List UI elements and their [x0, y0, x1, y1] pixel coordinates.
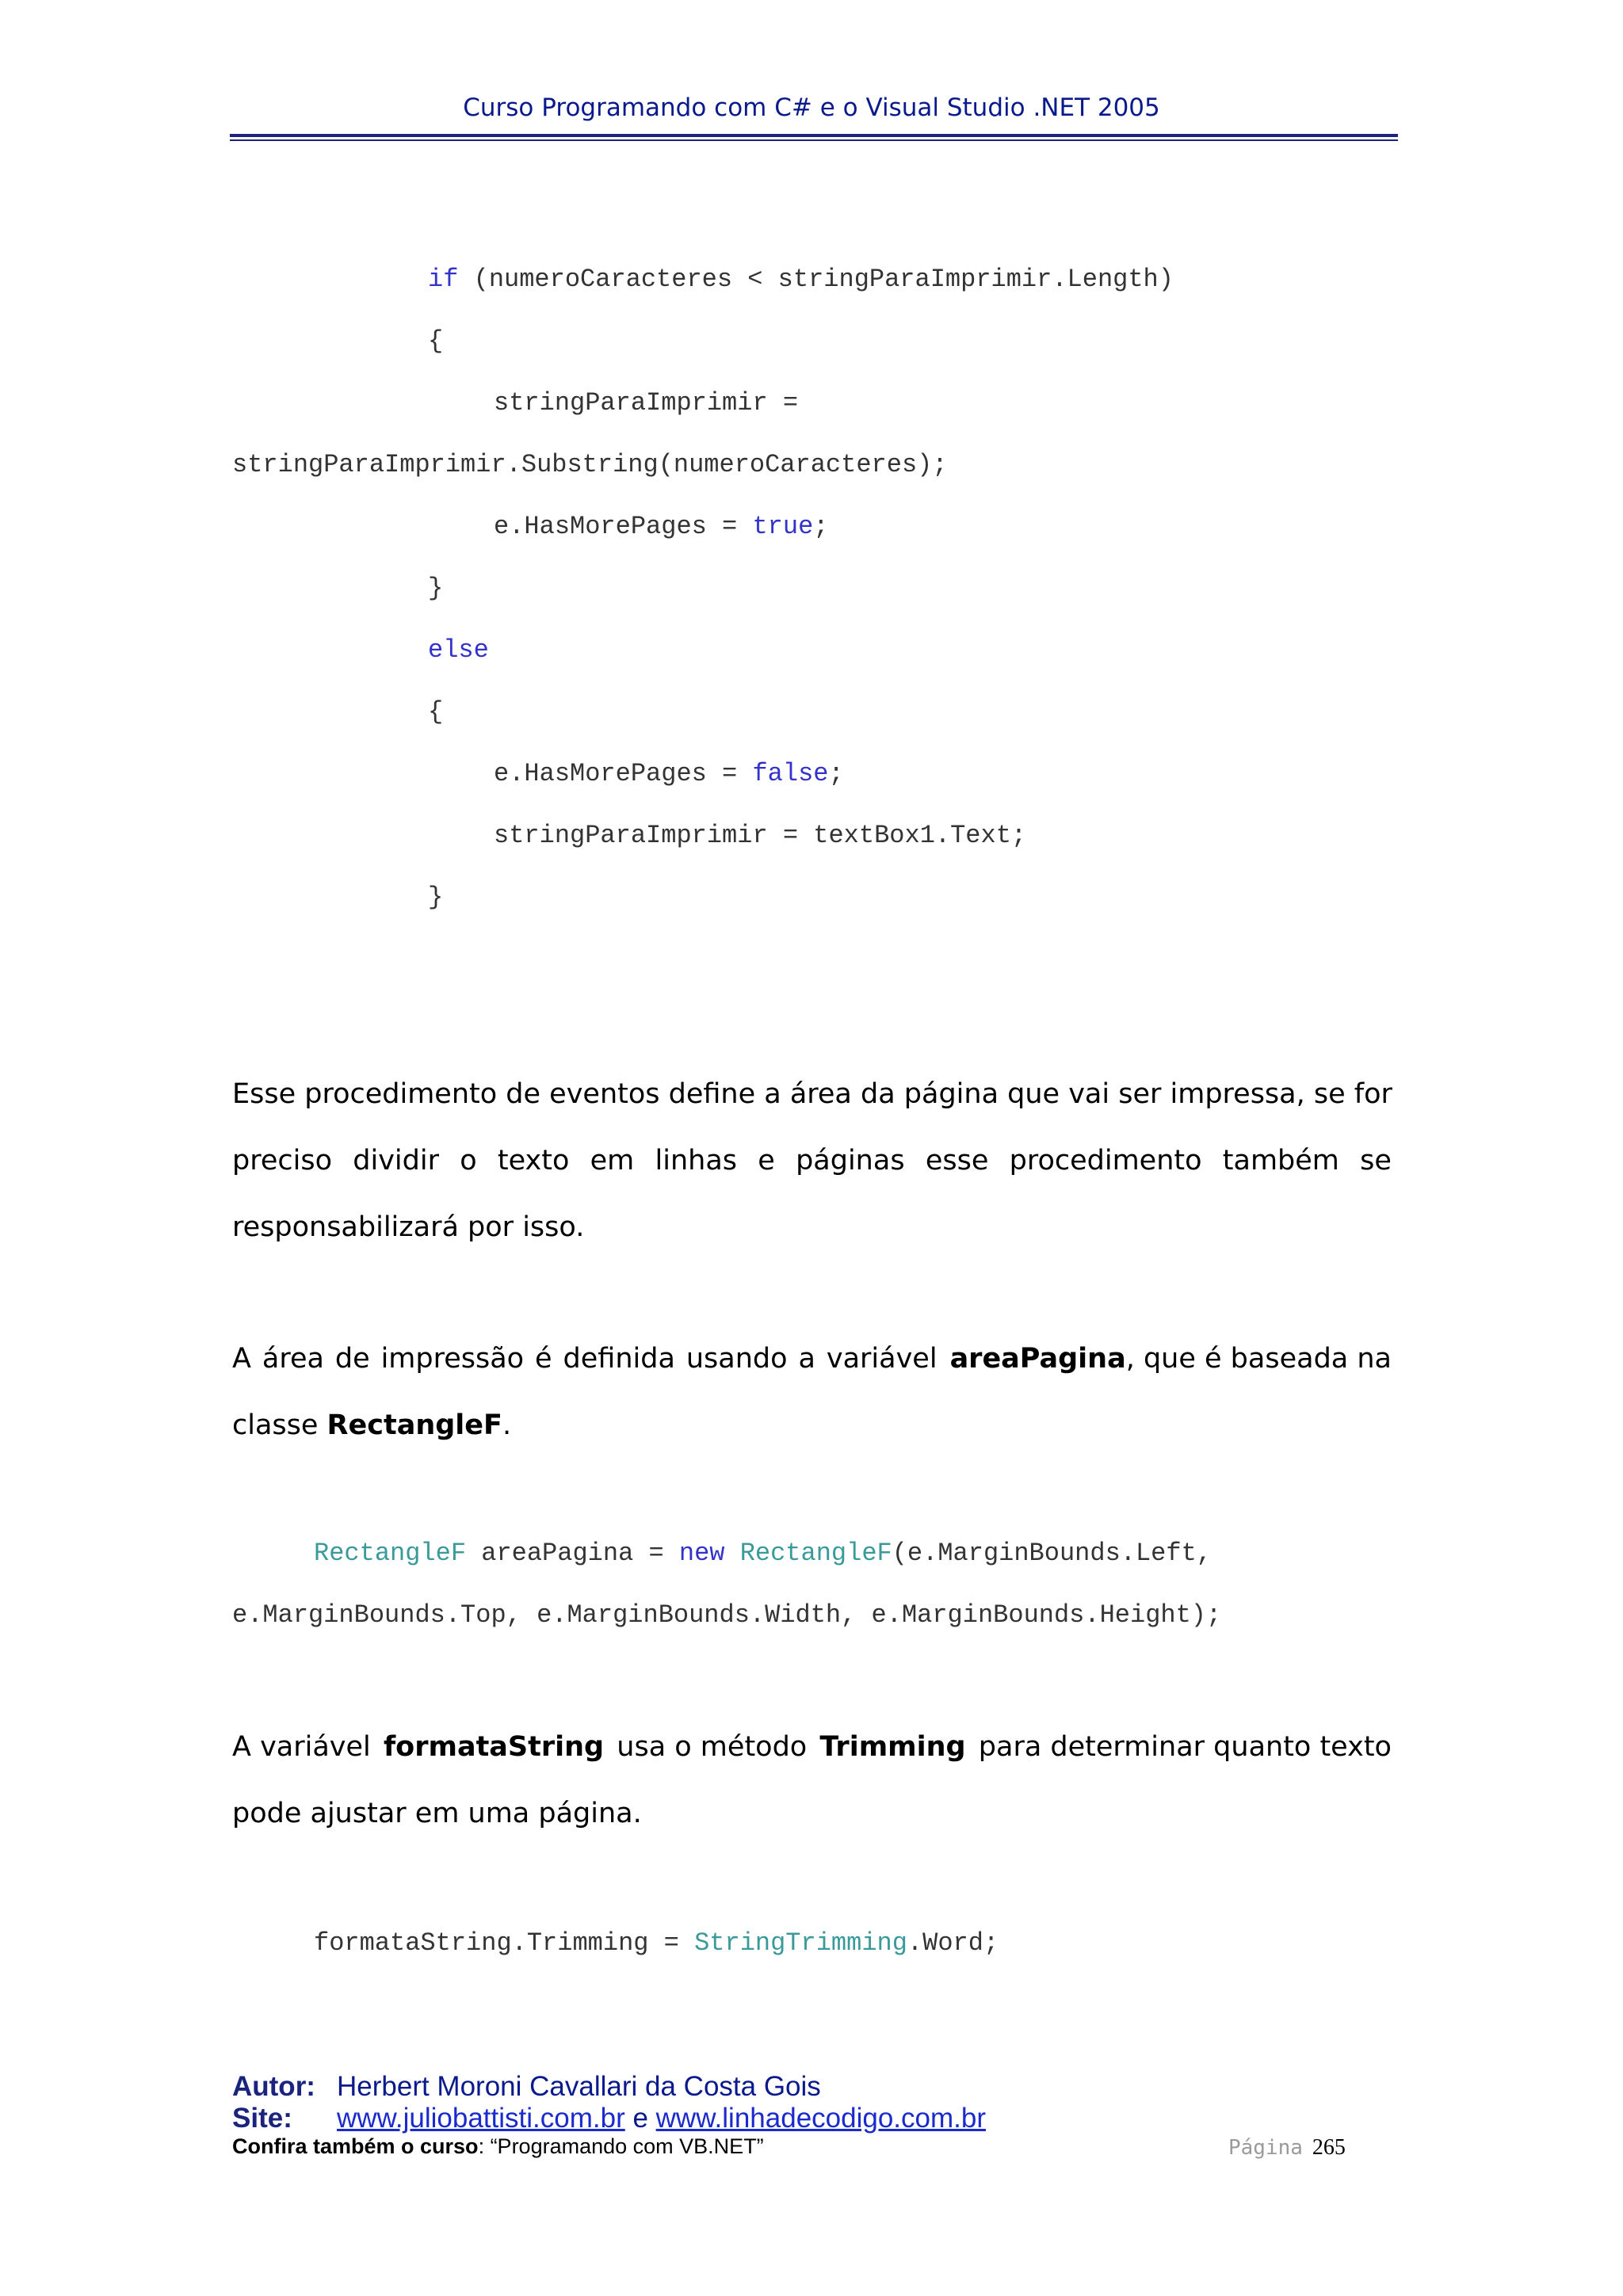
- code-keyword: false: [752, 759, 829, 788]
- code-type: StringTrimming: [694, 1928, 907, 1958]
- paragraph-word: A: [232, 1343, 251, 1375]
- code-text: e.HasMorePages =: [494, 759, 753, 788]
- paragraph-text: usa o método: [608, 1731, 816, 1763]
- paragraph-text: .: [502, 1409, 512, 1441]
- code-type: RectangleF: [739, 1539, 892, 1568]
- code-line: {: [428, 326, 444, 356]
- bold-term: Trimming: [819, 1731, 966, 1763]
- paragraph-word: preciso: [232, 1145, 332, 1177]
- paragraph-word: área: [262, 1343, 324, 1375]
- code-type: RectangleF: [314, 1539, 467, 1568]
- paragraph-word: a: [798, 1343, 815, 1375]
- paragraph-text: classe: [232, 1409, 327, 1441]
- code-text: e.HasMorePages =: [494, 512, 753, 541]
- paragraph-word: impressão: [380, 1343, 525, 1375]
- code-text: ;: [828, 759, 844, 788]
- header-title: Curso Programando com C# e o Visual Studio .NET 2005: [463, 93, 1160, 122]
- code-line: [494, 761, 844, 787]
- code-line: [428, 635, 489, 665]
- paragraph-line-end: [950, 1325, 1392, 1392]
- paragraph-word: e: [758, 1145, 775, 1177]
- paragraph: [232, 1325, 1392, 1459]
- paragraph-word: o: [460, 1145, 477, 1177]
- paragraph-word: usando: [685, 1343, 788, 1375]
- paragraph-word: de: [334, 1343, 370, 1375]
- paragraph-word: páginas: [796, 1145, 905, 1177]
- code-line: [314, 1541, 1212, 1566]
- paragraph-line: responsabilizará por isso.: [232, 1211, 585, 1243]
- code-line: }: [428, 883, 444, 912]
- page-number-value: 265: [1312, 2135, 1346, 2160]
- code-keyword: if: [428, 265, 459, 294]
- code-line: e.MarginBounds.Top, e.MarginBounds.Width, e.MarginBounds.Height);: [232, 1600, 1222, 1630]
- code-line: stringParaImprimir.Substring(numeroCaracteres);: [232, 450, 948, 479]
- page-number-label: Página: [1228, 2136, 1303, 2160]
- paragraph-word: esse: [925, 1145, 989, 1177]
- code-line: [428, 267, 1174, 292]
- footer-author-name: Herbert Moroni Cavallari da Costa Gois: [337, 2071, 821, 2102]
- paragraph-line: pode ajustar em uma página.: [232, 1798, 642, 1829]
- paragraph-word: dividir: [353, 1145, 439, 1177]
- paragraph-word: linhas: [655, 1145, 738, 1177]
- paragraph-text: A variável: [232, 1731, 380, 1763]
- paragraph-text: , que é baseada na: [1125, 1343, 1392, 1375]
- code-line: }: [428, 574, 444, 603]
- code-text: .Word;: [907, 1928, 999, 1958]
- paragraph-word: se: [1360, 1145, 1392, 1177]
- footer-site-separator: e: [624, 2103, 656, 2134]
- code-text: [724, 1539, 739, 1568]
- code-text: formataString.Trimming =: [314, 1928, 695, 1958]
- code-line: stringParaImprimir =: [494, 388, 799, 418]
- paragraph: [232, 1714, 1392, 1847]
- header-rule-thin: [230, 139, 1398, 141]
- footer-author-label: Autor:: [232, 2071, 315, 2102]
- paragraph-word: variável: [826, 1343, 938, 1375]
- footer-confira-course: : “Programando com VB.NET”: [478, 2134, 764, 2158]
- paragraph-word: definida: [563, 1343, 675, 1375]
- footer-confira-label: Confira também o curso: [232, 2134, 479, 2158]
- bold-term: areaPagina: [949, 1343, 1126, 1375]
- footer-author: [232, 2071, 821, 2103]
- paragraph-word: também: [1222, 1145, 1339, 1177]
- bold-term: RectangleF: [327, 1409, 502, 1441]
- paragraph-line: [232, 1392, 1392, 1459]
- code-text: (numeroCaracteres < stringParaImprimir.Length): [458, 265, 1174, 294]
- paragraph-word: em: [590, 1145, 635, 1177]
- paragraph-line: [232, 1127, 1392, 1194]
- paragraph: [232, 1061, 1392, 1261]
- paragraph-line: [232, 1325, 1392, 1392]
- paragraph-text: para determinar quanto texto: [969, 1731, 1392, 1763]
- code-line: {: [428, 697, 444, 727]
- code-text: (e.MarginBounds.Left,: [892, 1539, 1212, 1568]
- footer-site-label: Site:: [232, 2103, 292, 2134]
- paragraph-word: texto: [497, 1145, 570, 1177]
- footer-site-link[interactable]: www.juliobattisti.com.br: [337, 2103, 625, 2134]
- header-rule: [230, 134, 1398, 137]
- code-line: stringParaImprimir = textBox1.Text;: [494, 821, 1027, 850]
- code-keyword: true: [752, 512, 814, 541]
- footer-site: [232, 2103, 986, 2134]
- code-keyword: new: [678, 1539, 725, 1568]
- paragraph-line: Esse procedimento de eventos define a área da página que vai ser impressa, se for: [232, 1078, 1392, 1110]
- paragraph-line: [232, 1714, 1392, 1780]
- code-line: [314, 1928, 999, 1958]
- page-number: [1228, 2135, 1346, 2161]
- footer-confira: [232, 2134, 764, 2159]
- paragraph-words: [232, 1325, 938, 1392]
- code-text: areaPagina =: [466, 1539, 679, 1568]
- code-text: ;: [813, 512, 829, 541]
- bold-term: formataString: [383, 1731, 605, 1763]
- paragraph-word: é: [535, 1343, 552, 1375]
- footer-site-link[interactable]: www.linhadecodigo.com.br: [655, 2103, 986, 2134]
- code-line: [494, 514, 828, 540]
- code-keyword: else: [428, 635, 489, 665]
- paragraph-word: procedimento: [1009, 1145, 1202, 1177]
